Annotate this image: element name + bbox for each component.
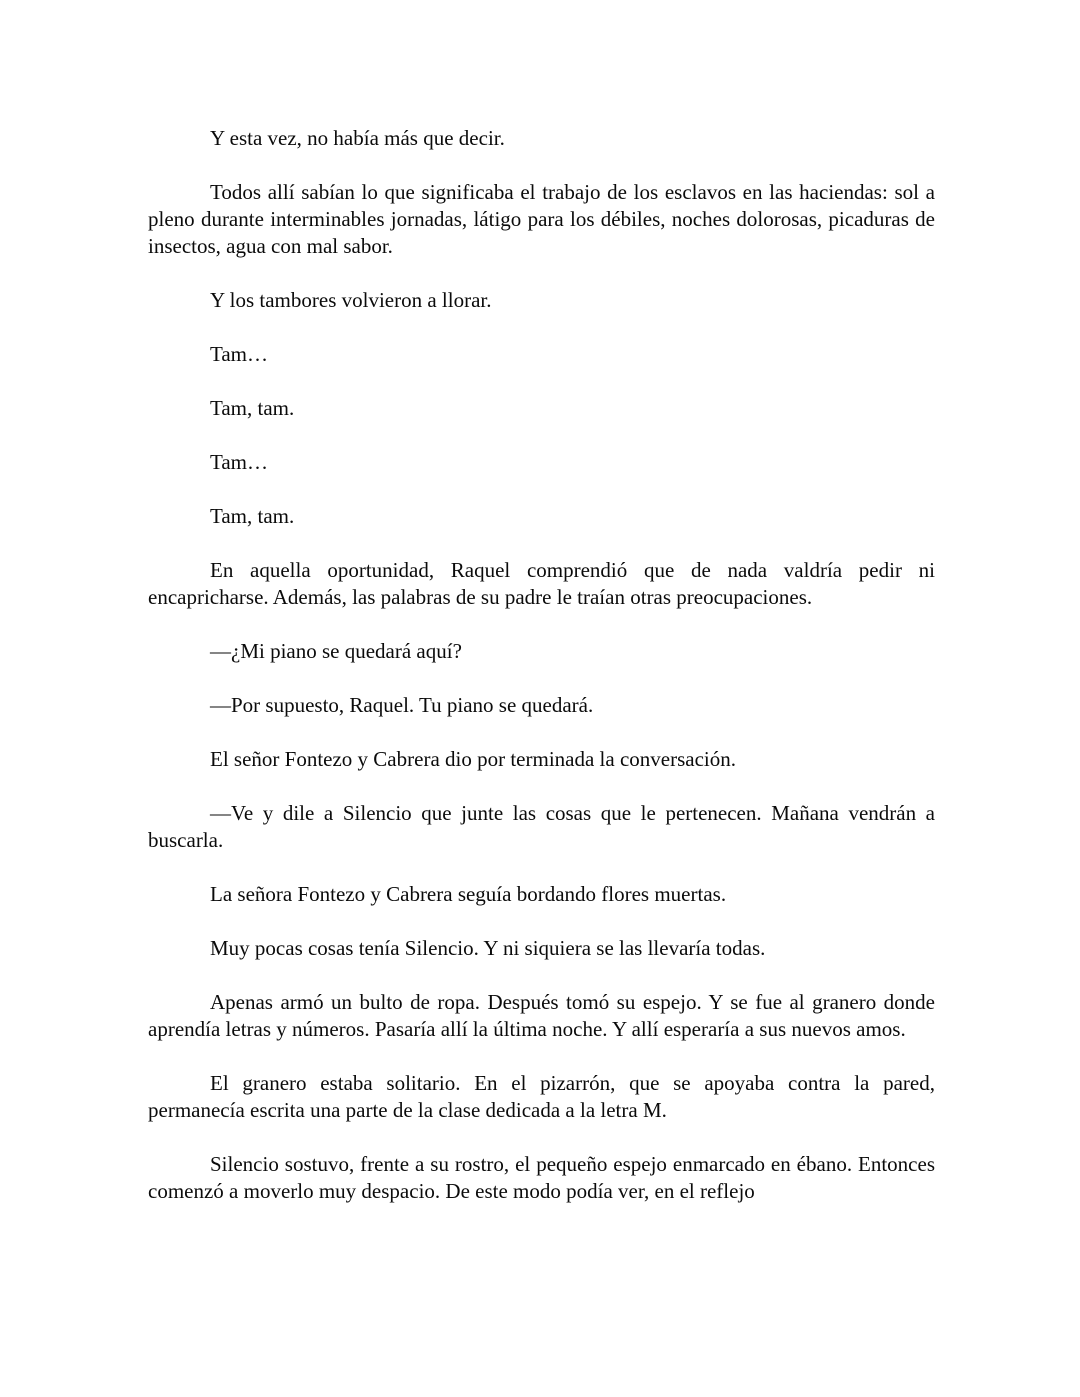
paragraph: La señora Fontezo y Cabrera seguía bordando flores muertas. [210,882,727,906]
paragraph: El señor Fontezo y Cabrera dio por terminada la conversación. [210,747,736,771]
paragraph: El granero estaba solitario. En el pizarrón, que se apoyaba contra la pared, permanecía escrita una parte de la clase dedicada a la letra M. [148,1071,935,1122]
paragraph: Tam… [210,342,269,366]
paragraph: —Ve y dile a Silencio que junte las cosas que le pertenecen. Mañana vendrán a buscarla. [148,801,935,852]
paragraph: Todos allí sabían lo que significaba el trabajo de los esclavos en las haciendas: sol a pleno durante interminables jornadas, látigo para los débiles, noches dolorosas, picaduras de insectos, agua con mal sabor. [148,180,935,258]
paragraph: Tam, tam. [210,396,295,420]
paragraph: Tam, tam. [210,504,295,528]
paragraph: En aquella oportunidad, Raquel comprendió que de nada valdría pedir ni encapricharse. Además, las palabras de su padre le traían otras preocupaciones. [148,558,935,609]
paragraph: Muy pocas cosas tenía Silencio. Y ni siquiera se las llevaría todas. [210,936,766,960]
page-text [148,125,935,1205]
paragraph: Silencio sostuvo, frente a su rostro, el pequeño espejo enmarcado en ébano. Entonces comenzó a moverlo muy despacio. De este modo podía ver, en el reflejo [148,1152,935,1203]
paragraph: Y los tambores volvieron a llorar. [210,288,492,312]
paragraph: —Por supuesto, Raquel. Tu piano se quedará. [210,693,594,717]
paragraph: —¿Mi piano se quedará aquí? [210,639,462,663]
paragraph: Tam… [210,450,269,474]
paragraph: Y esta vez, no había más que decir. [210,126,505,150]
paragraph: Apenas armó un bulto de ropa. Después tomó su espejo. Y se fue al granero donde aprendía letras y números. Pasaría allí la última noche. Y allí esperaría a sus nuevos amos. [148,990,935,1041]
